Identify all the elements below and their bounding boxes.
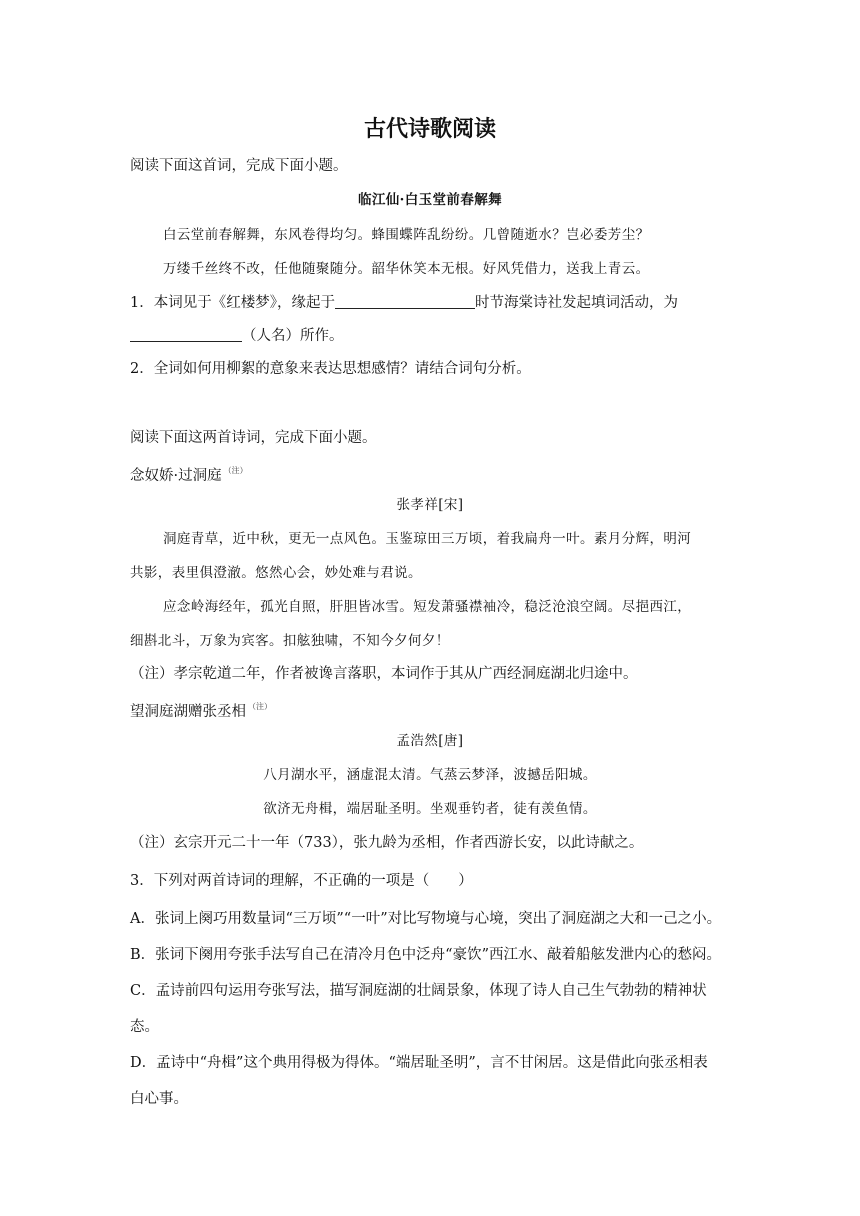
- answer-blank[interactable]: [130, 326, 242, 342]
- question-2: 2．全词如何用柳絮的意象来表达思想感情？请结合词句分析。: [130, 361, 531, 377]
- option-d[interactable]: D．孟诗中“舟楫”这个典用得极为得体。“端居耻圣明”，言不甘闲居。这是借此向张丞相表: [130, 1055, 708, 1071]
- note-mark: （注）: [223, 466, 248, 475]
- poem1-title: 念奴娇·过洞庭: [130, 468, 222, 484]
- poem2-title-line: [130, 697, 272, 722]
- poem-line: 万缕千丝终不改，任他随聚随分。韶华休笑本无根。好风凭借力，送我上青云。: [163, 261, 650, 277]
- poem2-title: 望洞庭湖赠张丞相: [130, 704, 246, 720]
- section2-instruction: 阅读下面这两首诗词，完成下面小题。: [130, 430, 377, 446]
- option-a[interactable]: A．张词上阕巧用数量词“三万顷”“一叶”对比写物境与心境，突出了洞庭湖之大和一己之小。: [130, 911, 722, 927]
- poem1-title-line: [130, 461, 248, 486]
- option-c[interactable]: C．孟诗前四句运用夸张写法，描写洞庭湖的壮阔景象，体现了诗人自己生气勃勃的精神状: [130, 983, 707, 999]
- poem2-line: 欲济无舟楫，端居耻圣明。坐观垂钓者，徒有羡鱼情。: [263, 801, 597, 817]
- poem1-line: 细斟北斗，万象为宾客。扣舷独啸，不知今夕何夕！: [130, 633, 450, 649]
- question-text: （人名）所作。: [242, 328, 344, 344]
- poem2-line: 八月湖水平，涵虚混太清。气蒸云梦泽，波撼岳阳城。: [263, 767, 597, 783]
- poem-title: 临江仙·白玉堂前春解舞: [357, 192, 503, 208]
- question-text: 时节海棠诗社发起填词活动，为: [474, 295, 678, 311]
- page-title: 古代诗歌阅读: [363, 116, 496, 142]
- question-1-continued: [130, 326, 344, 346]
- poem-line: 白云堂前春解舞，东风卷得均匀。蜂围蝶阵乱纷纷。几曾随逝水？岂必委芳尘？: [163, 227, 650, 243]
- poem1-line: 洞庭青草，近中秋，更无一点风色。玉鉴琼田三万顷，着我扁舟一叶。素月分辉，明河: [163, 531, 692, 547]
- option-c-continued: 态。: [130, 1019, 159, 1035]
- answer-blank[interactable]: [335, 293, 475, 309]
- question-text: 1．本词见于《红楼梦》，缘起于: [130, 295, 335, 311]
- option-d-continued: 白心事。: [130, 1091, 188, 1107]
- option-b[interactable]: B．张词下阕用夸张手法写自己在清冷月色中泛舟“豪饮”西江水、敲着船舷发泄内心的愁闷。: [130, 947, 721, 963]
- poem1-note: （注）孝宗乾道二年，作者被谗言落职，本词作于其从广西经洞庭湖北归途中。: [130, 666, 638, 682]
- poem1-author: 张孝祥[宋]: [396, 497, 464, 513]
- question-3: 3．下列对两首诗词的理解，不正确的一项是（ ）: [130, 873, 473, 889]
- poem2-note: （注）玄宗开元二十一年（733），张九龄为丞相，作者西游长安，以此诗献之。: [130, 835, 644, 851]
- poem1-line: 应念岭海经年，孤光自照，肝胆皆冰雪。短发萧骚襟袖冷，稳泛沧浪空阔。尽挹西江，: [163, 599, 692, 615]
- poem1-line: 共影，表里俱澄澈。悠然心会，妙处难与君说。: [130, 565, 422, 581]
- question-1: [130, 293, 678, 313]
- poem2-author: 孟浩然[唐]: [396, 733, 464, 749]
- note-mark: （注）: [248, 702, 272, 711]
- section1-instruction: 阅读下面这首词，完成下面小题。: [130, 158, 348, 174]
